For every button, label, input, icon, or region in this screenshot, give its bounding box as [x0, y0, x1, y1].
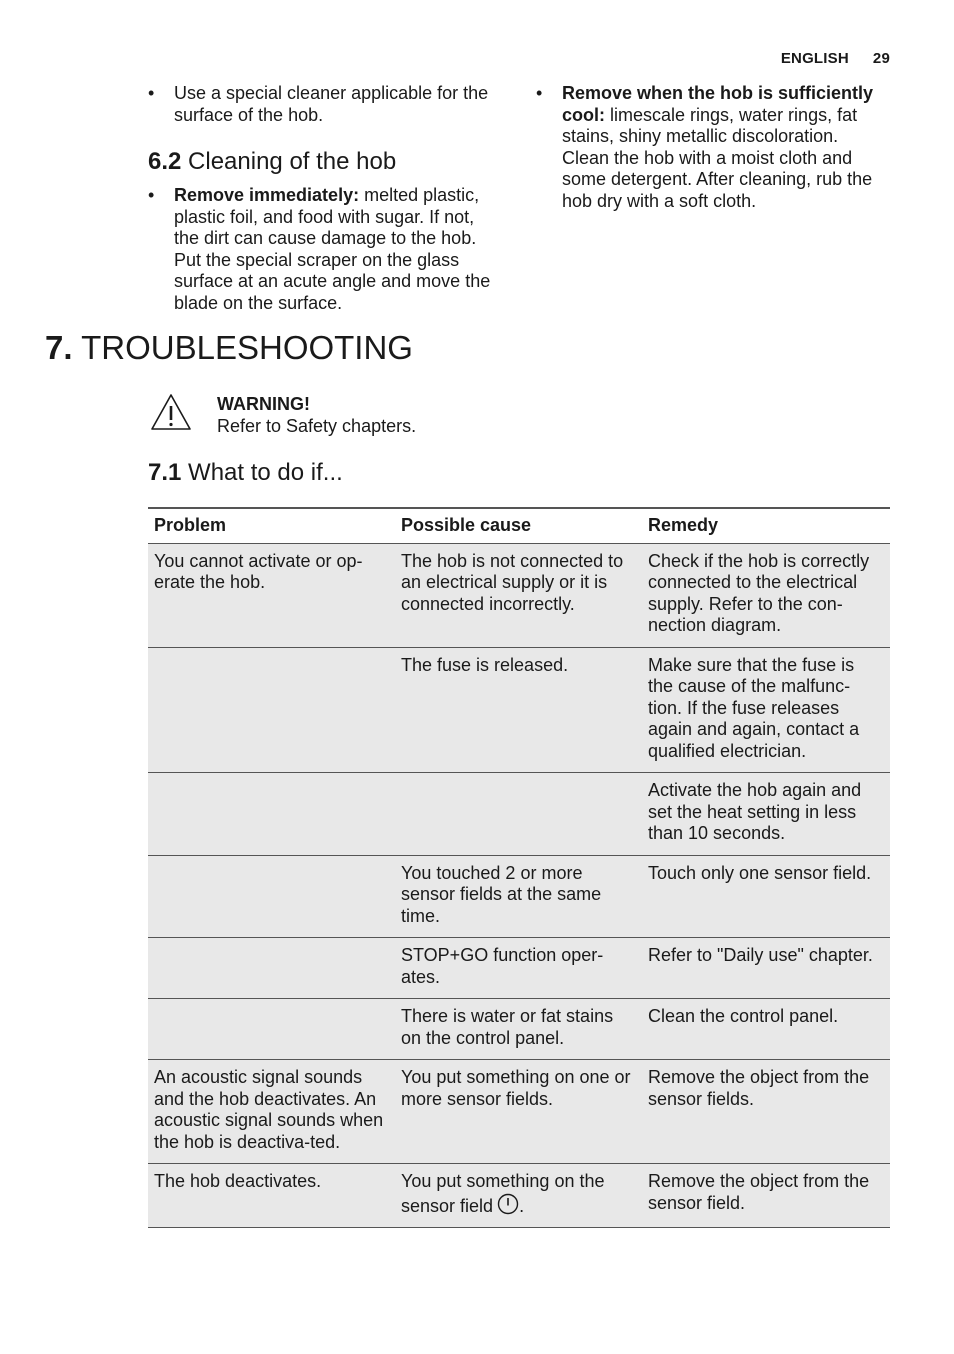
- cell-remedy: Make sure that the fuse is the cause of the malfunc-tion. If the fuse releases again and again, contact a qualified electrician.: [642, 647, 890, 773]
- chapter-7-heading: 7. TROUBLESHOOTING: [45, 329, 413, 366]
- table-row: [148, 999, 890, 1060]
- cell-problem: [148, 938, 395, 999]
- warning-triangle-icon: [150, 393, 192, 431]
- cell-problem: [148, 647, 395, 773]
- cell-remedy: Refer to "Daily use" chapter.: [642, 938, 890, 999]
- table-row: [148, 855, 890, 938]
- table-row: [148, 1060, 890, 1164]
- troubleshooting-table: [148, 507, 890, 1228]
- cell-problem: [148, 999, 395, 1060]
- section-number: 6.2: [148, 148, 182, 175]
- bullet-cleaner: • Use a special cleaner applicable for the surface of the hob.: [148, 83, 504, 126]
- left-column: [148, 83, 504, 314]
- cell-cause: The hob is not connected to an electrical supply or it is connected incorrectly.: [395, 543, 642, 647]
- cell-remedy: Remove the object from the sensor fields.: [642, 1060, 890, 1164]
- header-possible-cause: Possible cause: [395, 508, 642, 543]
- cell-problem: An acoustic signal sounds and the hob deactivates. An acoustic signal sounds when the hob is deactiva-ted.: [148, 1060, 395, 1164]
- cell-cause: STOP+GO function oper-ates.: [395, 938, 642, 999]
- cell-problem: You cannot activate or op-erate the hob.: [148, 543, 395, 647]
- cell-cause: There is water or fat stains on the control panel.: [395, 999, 642, 1060]
- page-header: [781, 50, 890, 67]
- cell-remedy: Activate the hob again and set the heat setting in less than 10 seconds.: [642, 773, 890, 856]
- table-row: [148, 647, 890, 773]
- header-remedy: Remedy: [642, 508, 890, 543]
- cell-problem: The hob deactivates.: [148, 1164, 395, 1228]
- table-row: [148, 773, 890, 856]
- cell-remedy: Clean the control panel.: [642, 999, 890, 1060]
- cell-cause: The fuse is released.: [395, 647, 642, 773]
- cell-cause: You put something on the sensor field .: [395, 1164, 642, 1228]
- language-label: ENGLISH: [780, 50, 849, 67]
- cell-problem: [148, 773, 395, 856]
- cell-remedy: Touch only one sensor field.: [642, 855, 890, 938]
- bullet-remove-when-cool: • Remove when the hob is sufficiently cool: limescale rings, water rings, fat stains, shiny metallic discoloration. Clean the hob with a moist cloth and some detergent. After cleaning, rub the hob dry with a soft cloth.: [536, 83, 886, 212]
- warning-title: WARNING!: [217, 394, 310, 414]
- table-row: [148, 938, 890, 999]
- table-header-row: [148, 508, 890, 543]
- cell-cause: You touched 2 or more sensor fields at the same time.: [395, 855, 642, 938]
- section-6-2-heading: [148, 148, 504, 176]
- cell-problem: [148, 855, 395, 938]
- right-column: [536, 83, 886, 212]
- table-row: [148, 1164, 890, 1228]
- warning-text: Refer to Safety chapters.: [217, 416, 417, 436]
- cell-cause: [395, 773, 642, 856]
- header-problem: Problem: [148, 508, 395, 543]
- page-number: 29: [872, 50, 890, 67]
- cell-cause: You put something on one or more sensor fields.: [395, 1060, 642, 1164]
- section-title: Cleaning of the hob: [188, 148, 397, 175]
- section-7-1-heading: 7.1 What to do if...: [148, 459, 343, 486]
- cell-remedy: Remove the object from the sensor field.: [642, 1164, 890, 1228]
- power-icon: [497, 1193, 519, 1215]
- cell-remedy: Check if the hob is correctly connected to the electrical supply. Refer to the con-nection diagram.: [642, 543, 890, 647]
- bullet-remove-immediately: • Remove immediately: melted plastic, plastic foil, and food with sugar. If not, the dirt can cause damage to the hob. Put the special scraper on the glass surface at an acute angle and move the blade on the surface.: [148, 185, 504, 314]
- table-row: [148, 543, 890, 647]
